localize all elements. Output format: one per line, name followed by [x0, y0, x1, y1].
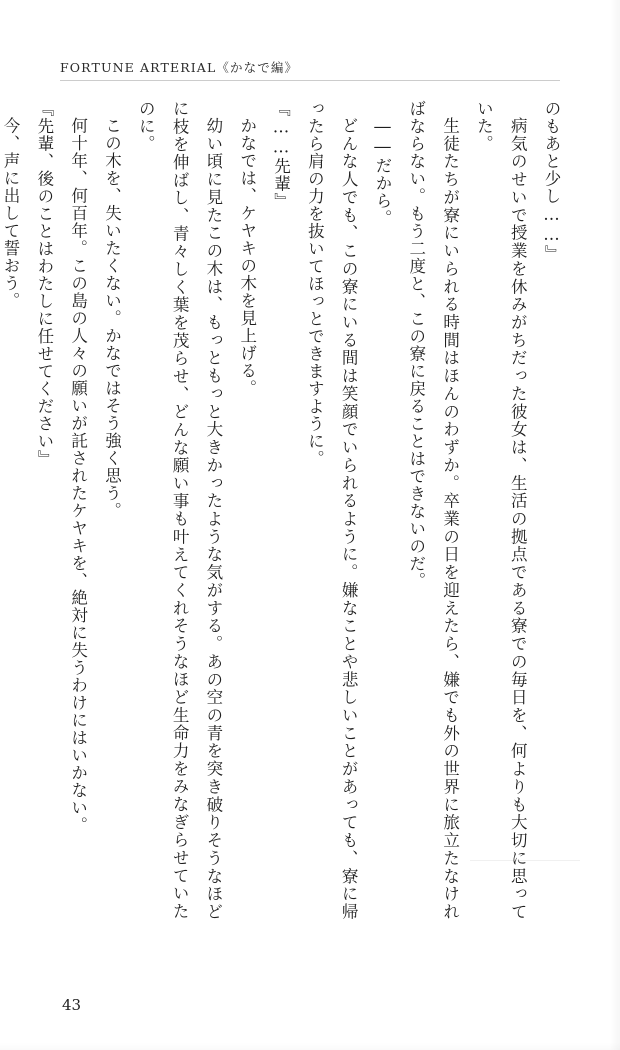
paragraph: 幼い頃に見たこの木は、もっともっと大きかったような気がする。あの空の青を突き破りそうなほどに枝を伸ばし、青々しく葉を茂らせ、どんな願い事も叶えてくれそうなほど生命力をみなぎらせていたのに。 [136, 100, 223, 920]
paragraph: どんな人でも、この寮にいる間は笑顔でいられるように。嫌なことや悲しいことがあっても、寮に帰ったら肩の力を抜いてほっとできますように。 [305, 100, 359, 920]
paragraph: 何十年、何百年。この島の人々の願いが託されたケヤキを、絶対に失うわけにはいかない。 [68, 116, 88, 834]
running-head-subtitle: 《かなで編》 [216, 60, 299, 75]
paragraph: 生徒たちが寮にいられる時間はほんのわずか。卒業の日を迎えたら、嫌でも外の世界に旅立たなければならない。もう二度と、この寮に戻ることはできないのだ。 [406, 100, 460, 920]
header-divider [60, 80, 560, 81]
paragraph: のもあと少し……』 [542, 100, 561, 263]
running-head-title: FORTUNE ARTERIAL [60, 60, 217, 75]
body-text [1, 100, 568, 920]
paragraph: ――だから。 [372, 116, 392, 227]
page-edge-shading-right [610, 0, 620, 1050]
page-number: 43 [62, 996, 82, 1014]
page-edge-shading-bottom [0, 1042, 620, 1050]
paragraph: かなでは、ケヤキの木を見上げる。 [237, 116, 257, 397]
paragraph: 『……先輩』 [271, 100, 291, 210]
paragraph: 『先輩、後のことはわたしに任せてください』 [34, 100, 54, 468]
paragraph: 病気のせいで授業を休みがちだった彼女は、生活の拠点である寮での毎日を、何よりも大切に思っていた。 [474, 100, 528, 920]
running-head [60, 58, 298, 76]
paragraph: 今、声に出して誓おう。 [1, 116, 20, 309]
paragraph: この木を、失いたくない。かなではそう強く思う。 [102, 116, 122, 519]
